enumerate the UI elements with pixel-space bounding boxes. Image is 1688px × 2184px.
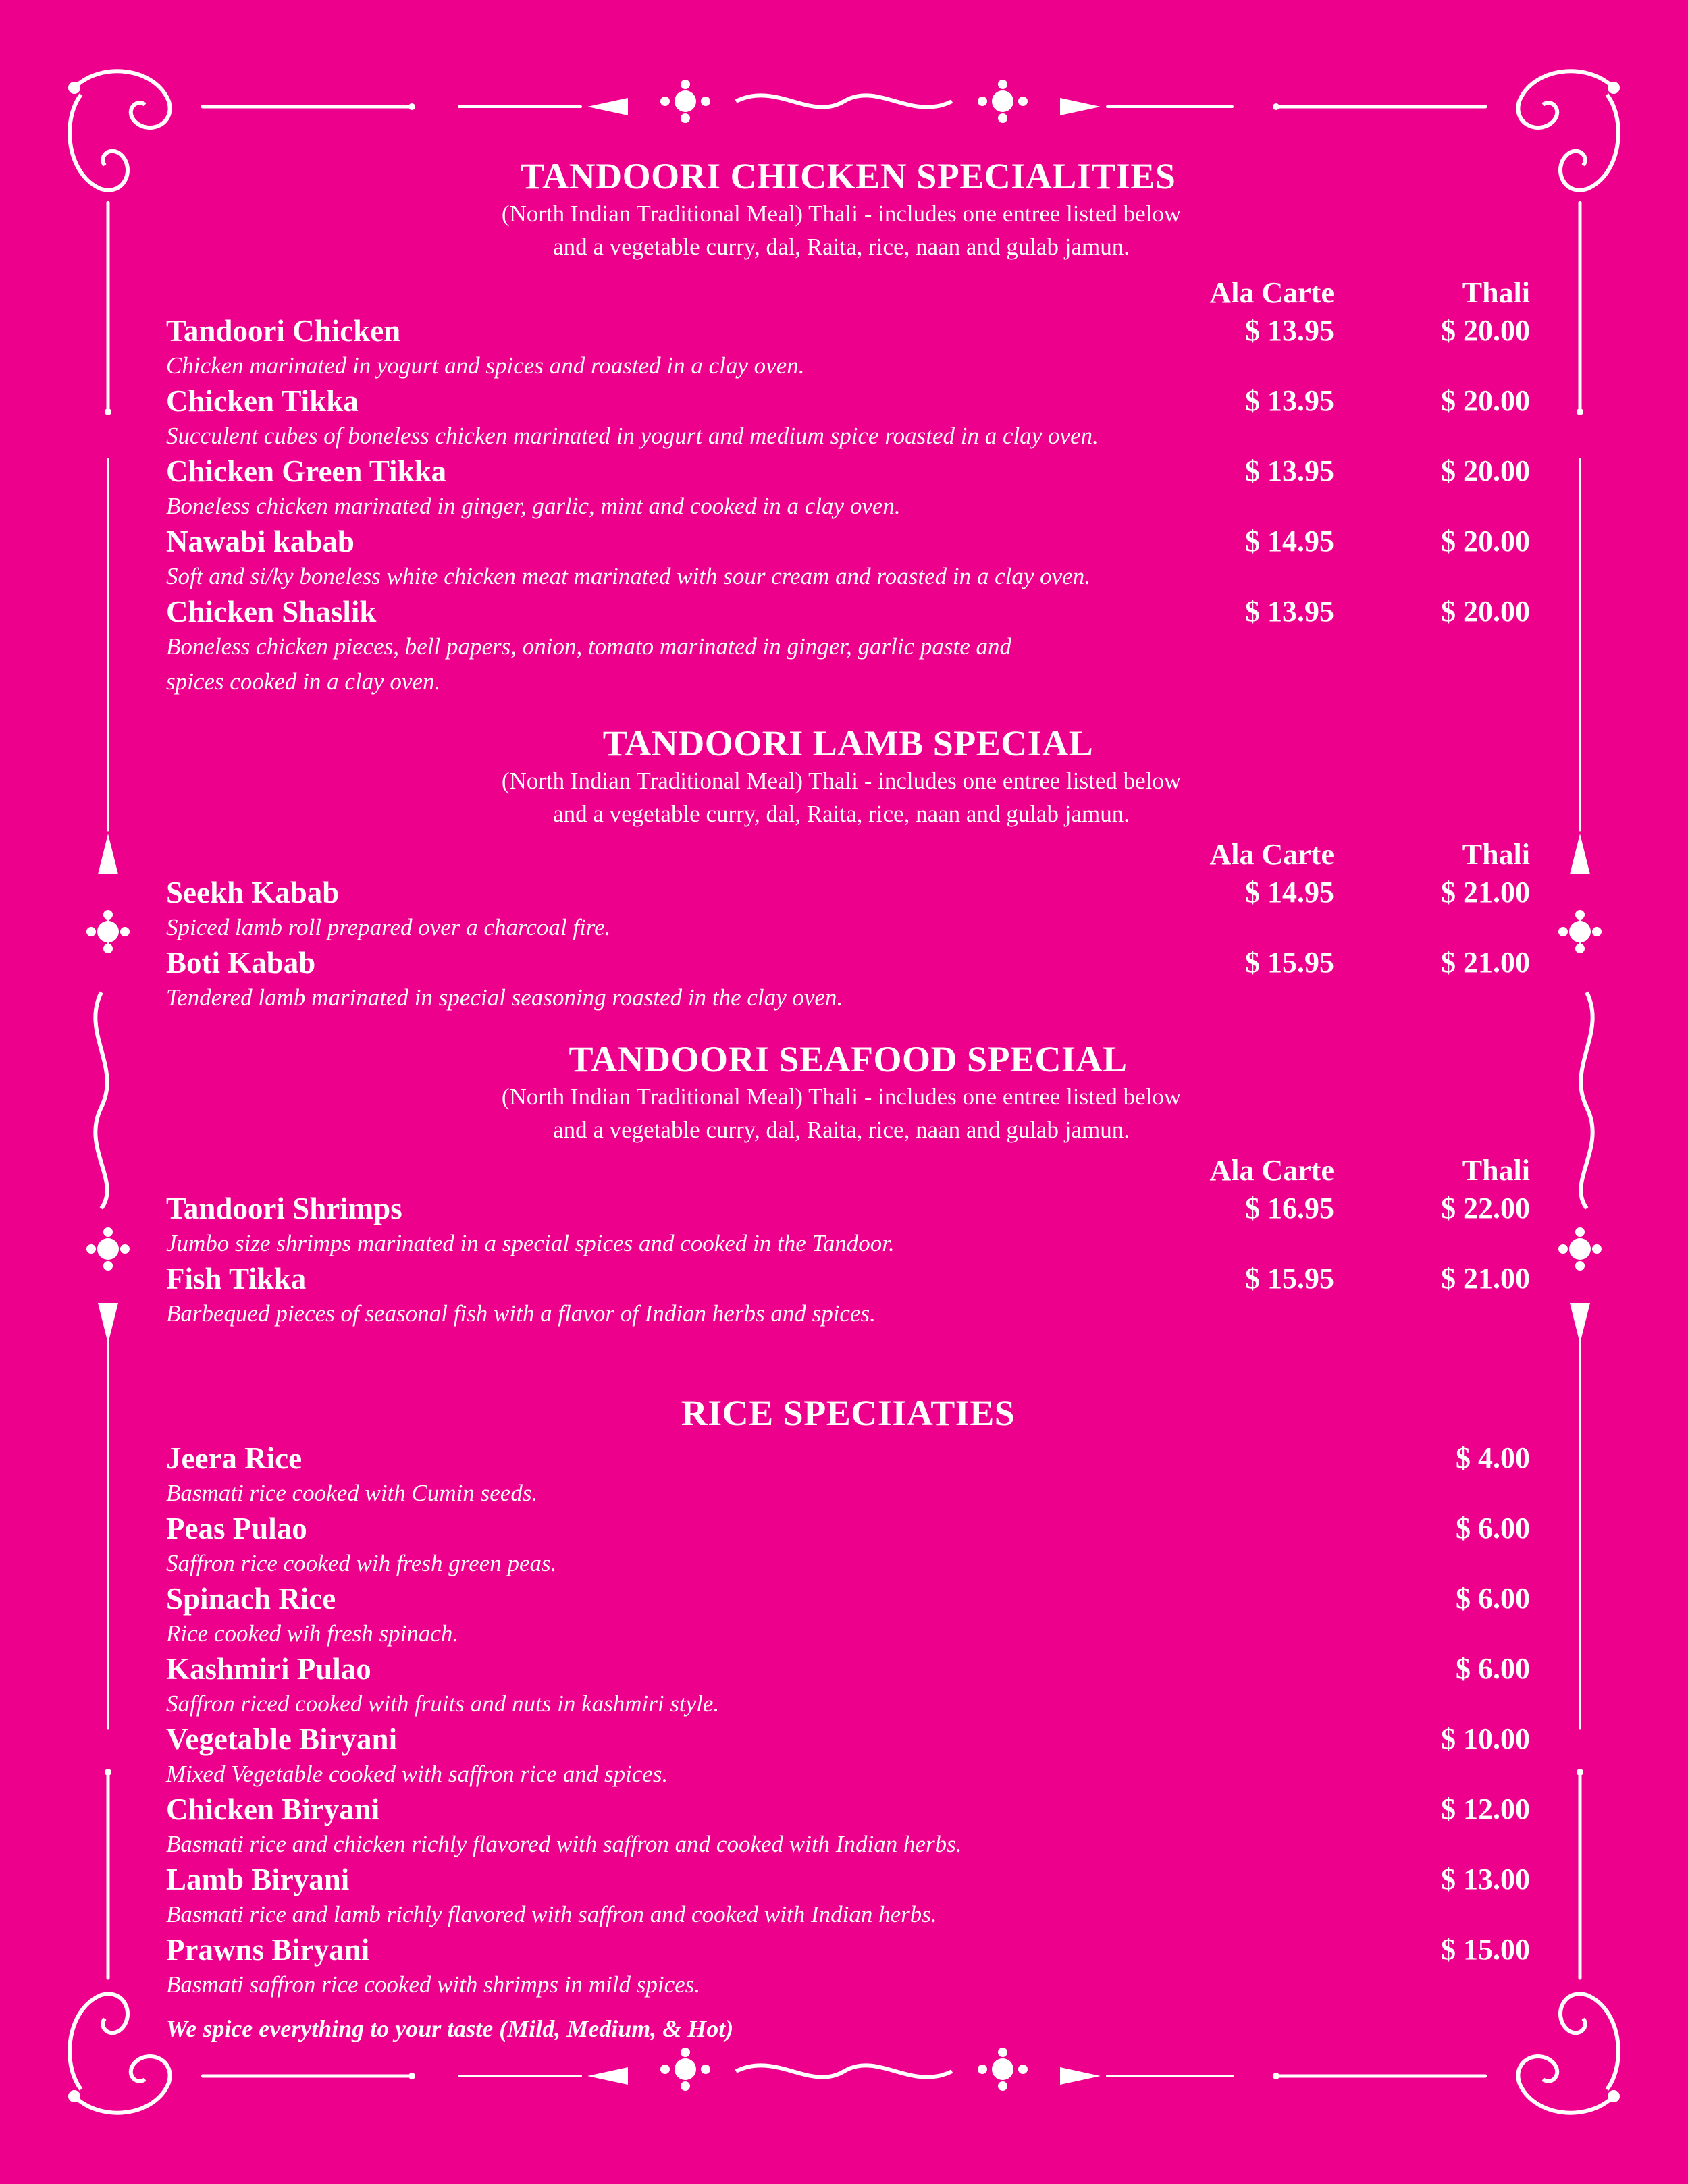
- item-description: Boneless chicken marinated in ginger, garlic, mint and cooked in a clay oven.: [166, 493, 901, 519]
- menu-item: [166, 454, 1530, 524]
- ala-carte-header: Ala Carte: [1209, 838, 1334, 871]
- item-name: Seekh Kabab: [166, 876, 340, 909]
- item-name: Chicken Biryani: [166, 1792, 380, 1826]
- column-headers: [166, 837, 1530, 875]
- menu-item: [166, 1932, 1530, 2002]
- price: $ 12.00: [1441, 1792, 1530, 1826]
- price-ala-carte: $ 13.95: [1245, 454, 1334, 487]
- item-description: Spiced lamb roll prepared over a charcoal fire.: [166, 914, 611, 940]
- item-description: Saffron riced cooked with fruits and nuts in kashmiri style.: [166, 1690, 720, 1717]
- item-description: Basmati saffron rice cooked with shrimps in mild spices.: [166, 1971, 701, 1998]
- price-thali: $ 21.00: [1441, 876, 1530, 909]
- item-description: Mixed Vegetable cooked with saffron rice and spices.: [166, 1761, 668, 1787]
- item-name: Peas Pulao: [166, 1512, 307, 1545]
- item-description: Soft and si/ky boneless white chicken meat marinated with sour cream and roasted in a clay oven.: [166, 563, 1090, 589]
- section-tandoori-seafood: [166, 1038, 1530, 1331]
- item-name: Nawabi kabab: [166, 525, 354, 558]
- section-title: TANDOORI LAMB SPECIAL: [602, 723, 1094, 764]
- price-ala-carte: $ 15.95: [1245, 1262, 1334, 1295]
- price-thali: $ 20.00: [1441, 384, 1530, 417]
- price: $ 6.00: [1456, 1652, 1530, 1685]
- thali-header: Thali: [1462, 838, 1530, 871]
- section-rice-specialties: [166, 1392, 1530, 2043]
- section-subtitle: (North Indian Traditional Meal) Thali - includes one entree listed below: [501, 768, 1182, 794]
- item-name: Spinach Rice: [166, 1582, 336, 1616]
- price: $ 15.00: [1441, 1933, 1530, 1966]
- price-ala-carte: $ 13.95: [1245, 314, 1334, 347]
- item-name: Tandoori Chicken: [166, 314, 401, 348]
- section-title: TANDOORI CHICKEN SPECIALITIES: [520, 156, 1176, 196]
- price-ala-carte: $ 14.95: [1245, 876, 1334, 909]
- section-subtitle: (North Indian Traditional Meal) Thali - includes one entree listed below: [501, 201, 1182, 227]
- menu-item: [166, 1511, 1530, 1581]
- section-subtitle: and a vegetable curry, dal, Raita, rice, naan and gulab jamun.: [553, 234, 1130, 260]
- menu-item: [166, 383, 1530, 454]
- item-name: Chicken Shaslik: [166, 595, 377, 629]
- section-tandoori-lamb: [166, 722, 1530, 1015]
- section-subtitle: and a vegetable curry, dal, Raita, rice, naan and gulab jamun.: [553, 1117, 1130, 1143]
- thali-header: Thali: [1462, 1154, 1530, 1187]
- menu-item: [166, 594, 1530, 699]
- item-description: Jumbo size shrimps marinated in a special spices and cooked in the Tandoor.: [166, 1230, 895, 1256]
- price-ala-carte: $ 15.95: [1245, 946, 1334, 979]
- menu-item: [166, 1261, 1530, 1331]
- menu-item: [166, 1722, 1530, 1792]
- item-description: Succulent cubes of boneless chicken marinated in yogurt and medium spice roasted in a clay oven.: [166, 423, 1099, 449]
- menu-item: [166, 1441, 1530, 1511]
- item-name: Boti Kabab: [166, 946, 316, 980]
- thali-header: Thali: [1462, 276, 1530, 309]
- item-description: Boneless chicken pieces, bell papers, onion, tomato marinated in ginger, garlic paste and spices cooked in a clay oven.: [166, 633, 1012, 695]
- section-title: TANDOORI SEAFOOD SPECIAL: [569, 1039, 1128, 1080]
- price-ala-carte: $ 14.95: [1245, 525, 1334, 558]
- item-description: Chicken marinated in yogurt and spices and roasted in a clay oven.: [166, 352, 805, 379]
- item-name: Lamb Biryani: [166, 1863, 350, 1896]
- item-description: Tendered lamb marinated in special seasoning roasted in the clay oven.: [166, 984, 843, 1011]
- price-thali: $ 22.00: [1441, 1192, 1530, 1225]
- menu-item: [166, 945, 1530, 1015]
- spice-note: We spice everything to your taste (Mild, Medium, & Hot): [166, 2015, 734, 2042]
- price-thali: $ 20.00: [1441, 314, 1530, 347]
- menu-item: [166, 1581, 1530, 1651]
- menu-item: [166, 1862, 1530, 1932]
- item-name: Vegetable Biryani: [166, 1722, 398, 1756]
- item-name: Chicken Tikka: [166, 384, 359, 418]
- item-description: Basmati rice cooked with Cumin seeds.: [166, 1480, 538, 1506]
- price-thali: $ 20.00: [1441, 595, 1530, 628]
- menu-item: [166, 1792, 1530, 1862]
- price: $ 13.00: [1441, 1863, 1530, 1896]
- price-ala-carte: $ 13.95: [1245, 595, 1334, 628]
- menu-item: [166, 524, 1530, 594]
- ala-carte-header: Ala Carte: [1209, 276, 1334, 309]
- section-subtitle: and a vegetable curry, dal, Raita, rice, naan and gulab jamun.: [553, 801, 1130, 827]
- item-name: Fish Tikka: [166, 1262, 307, 1296]
- item-name: Prawns Biryani: [166, 1933, 370, 1967]
- price: $ 10.00: [1441, 1722, 1530, 1755]
- ala-carte-header: Ala Carte: [1209, 1154, 1334, 1187]
- price-thali: $ 21.00: [1441, 946, 1530, 979]
- price-ala-carte: $ 13.95: [1245, 384, 1334, 417]
- item-description: Basmati rice and lamb richly flavored with saffron and cooked with Indian herbs.: [166, 1901, 937, 1927]
- menu-item: [166, 875, 1530, 945]
- column-headers: [166, 1153, 1530, 1191]
- column-headers: [166, 275, 1530, 313]
- price: $ 4.00: [1456, 1441, 1530, 1474]
- item-description: Rice cooked wih fresh spinach.: [166, 1620, 459, 1647]
- price-ala-carte: $ 16.95: [1245, 1192, 1334, 1225]
- section-subtitle: (North Indian Traditional Meal) Thali - includes one entree listed below: [501, 1084, 1182, 1110]
- section-title: RICE SPECIIATIES: [681, 1393, 1016, 1433]
- section-tandoori-chicken: [166, 155, 1530, 699]
- item-name: Chicken Green Tikka: [166, 454, 447, 488]
- menu-item: [166, 1651, 1530, 1722]
- menu-content: [166, 155, 1530, 2043]
- price: $ 6.00: [1456, 1582, 1530, 1615]
- price: $ 6.00: [1456, 1512, 1530, 1545]
- item-name: Tandoori Shrimps: [166, 1192, 402, 1225]
- menu-item: [166, 313, 1530, 383]
- item-description: Basmati rice and chicken richly flavored with saffron and cooked with Indian herbs.: [166, 1831, 962, 1857]
- menu-item: [166, 1191, 1530, 1261]
- price-thali: $ 20.00: [1441, 525, 1530, 558]
- item-name: Kashmiri Pulao: [166, 1652, 371, 1686]
- price-thali: $ 21.00: [1441, 1262, 1530, 1295]
- item-description: Barbequed pieces of seasonal fish with a flavor of Indian herbs and spices.: [166, 1300, 876, 1327]
- item-description: Saffron rice cooked wih fresh green peas.: [166, 1550, 557, 1576]
- price-thali: $ 20.00: [1441, 454, 1530, 487]
- item-name: Jeera Rice: [166, 1441, 302, 1475]
